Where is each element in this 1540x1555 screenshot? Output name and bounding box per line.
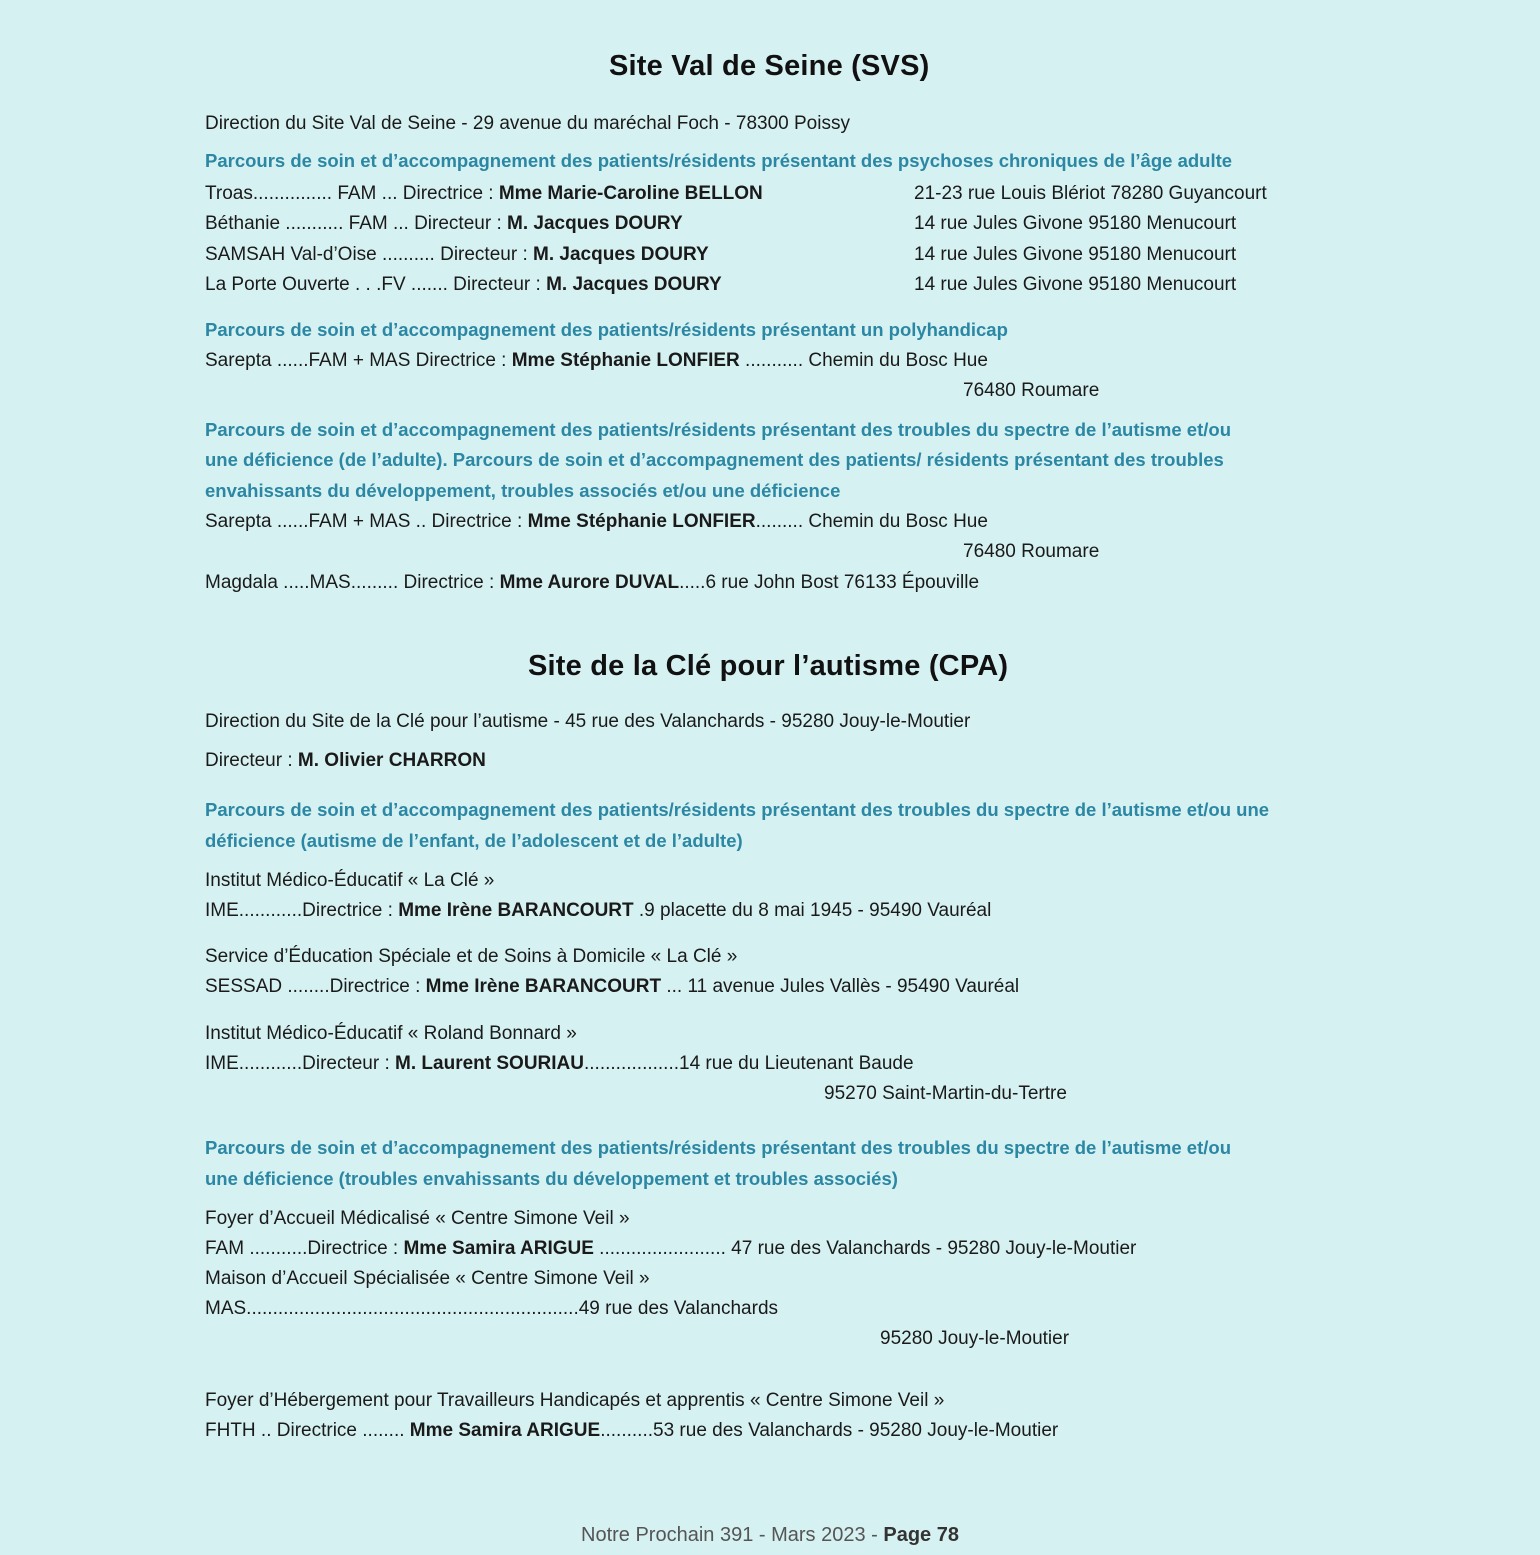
cpa-ime2-address2: 95270 Saint-Martin-du-Tertre bbox=[824, 1083, 1067, 1104]
cpa-sessad-title: Service d’Éducation Spéciale et de Soins à Domicile « La Clé » bbox=[205, 946, 738, 967]
svs-row-sarepta-1-address2: 76480 Roumare bbox=[963, 380, 1100, 401]
cpa-fam-row: FAM ...........Directrice : Mme Samira ARIGUE ........................ 47 rue des Valanchards - 95280 Jouy-le-Moutier bbox=[205, 1238, 1137, 1259]
cpa-mas-row: MAS...............................................................49 rue des Valanchards bbox=[205, 1298, 779, 1319]
svs-row-samsah: SAMSAH Val-d’Oise .......... Directeur : M. Jacques DOURY bbox=[205, 244, 709, 265]
cpa-section2-heading-line1: Parcours de soin et d’accompagnement des patients/résidents présentant des troubles du spectre de l’autisme et/ou bbox=[205, 1137, 1232, 1158]
page-footer bbox=[0, 1524, 1540, 1547]
svs-row-magdala: Magdala .....MAS......... Directrice : Mme Aurore DUVAL.....6 rue John Bost 76133 Épouville bbox=[205, 572, 980, 593]
svs-direction: Direction du Site Val de Seine - 29 avenue du maréchal Foch - 78300 Poissy bbox=[205, 113, 850, 134]
svs-section3-heading-line2: une déficience (de l’adulte). Parcours de soin et d’accompagnement des patients/ résidents présentant des troubles bbox=[205, 449, 1224, 470]
svs-section3-heading-line3: envahissants du développement, troubles associés et/ou une déficience bbox=[205, 480, 841, 501]
cpa-ime2-title: Institut Médico-Éducatif « Roland Bonnard » bbox=[205, 1023, 577, 1044]
cpa-ime1-row: IME............Directrice : Mme Irène BARANCOURT .9 placette du 8 mai 1945 - 95490 Vauréal bbox=[205, 900, 992, 921]
cpa-mas-address2: 95280 Jouy-le-Moutier bbox=[880, 1328, 1070, 1349]
svs-row-troas-address: 21-23 rue Louis Blériot 78280 Guyancourt bbox=[914, 183, 1267, 204]
cpa-director: Directeur : M. Olivier CHARRON bbox=[205, 750, 486, 771]
svs-section2-heading: Parcours de soin et d’accompagnement des patients/résidents présentant un polyhandicap bbox=[205, 319, 1008, 340]
svs-row-bethanie: Béthanie ........... FAM ... Directeur : M. Jacques DOURY bbox=[205, 213, 683, 234]
svs-row-sarepta-2-address2: 76480 Roumare bbox=[963, 541, 1100, 562]
svs-row-troas: Troas............... FAM ... Directrice : Mme Marie-Caroline BELLON bbox=[205, 183, 763, 204]
cpa-mas-title: Maison d’Accueil Spécialisée « Centre Simone Veil » bbox=[205, 1268, 650, 1289]
cpa-section2-heading-line2: une déficience (troubles envahissants du développement et troubles associés) bbox=[205, 1168, 898, 1189]
cpa-ime1-title: Institut Médico-Éducatif « La Clé » bbox=[205, 870, 495, 891]
cpa-section1-heading-line2: déficience (autisme de l’enfant, de l’adolescent et de l’adulte) bbox=[205, 830, 743, 851]
svs-row-porte-ouverte-address: 14 rue Jules Givone 95180 Menucourt bbox=[914, 274, 1237, 295]
svs-row-sarepta-1: Sarepta ......FAM + MAS Directrice : Mme Stéphanie LONFIER ........... Chemin du Bosc Hue bbox=[205, 350, 988, 371]
cpa-fhth-row: FHTH .. Directrice ........ Mme Samira ARIGUE..........53 rue des Valanchards - 95280 Jouy-le-Moutier bbox=[205, 1420, 1059, 1441]
svs-title: Site Val de Seine (SVS) bbox=[609, 50, 930, 82]
svs-row-sarepta-2: Sarepta ......FAM + MAS .. Directrice : Mme Stéphanie LONFIER......... Chemin du Bosc Hue bbox=[205, 511, 988, 532]
cpa-title: Site de la Clé pour l’autisme (CPA) bbox=[528, 650, 1009, 682]
svs-row-samsah-address: 14 rue Jules Givone 95180 Menucourt bbox=[914, 244, 1237, 265]
svs-section1-heading: Parcours de soin et d’accompagnement des patients/résidents présentant des psychoses chroniques de l’âge adulte bbox=[205, 150, 1233, 171]
cpa-fhth-title: Foyer d’Hébergement pour Travailleurs Handicapés et apprentis « Centre Simone Veil » bbox=[205, 1390, 945, 1411]
svs-section3-heading-line1: Parcours de soin et d’accompagnement des patients/résidents présentant des troubles du spectre de l’autisme et/ou bbox=[205, 419, 1232, 440]
cpa-ime2-row: IME............Directeur : M. Laurent SOURIAU..................14 rue du Lieutenant Baude bbox=[205, 1053, 914, 1074]
cpa-direction: Direction du Site de la Clé pour l’autisme - 45 rue des Valanchards - 95280 Jouy-le-Moutier bbox=[205, 711, 971, 732]
svs-row-bethanie-address: 14 rue Jules Givone 95180 Menucourt bbox=[914, 213, 1237, 234]
page-number: Page 78 bbox=[883, 1524, 959, 1546]
cpa-fam-title: Foyer d’Accueil Médicalisé « Centre Simone Veil » bbox=[205, 1208, 630, 1229]
footer-text: Notre Prochain 391 - Mars 2023 - bbox=[581, 1524, 884, 1546]
svs-row-porte-ouverte: La Porte Ouverte . . .FV ....... Directeur : M. Jacques DOURY bbox=[205, 274, 722, 295]
cpa-section1-heading-line1: Parcours de soin et d’accompagnement des patients/résidents présentant des troubles du spectre de l’autisme et/ou une bbox=[205, 799, 1270, 820]
cpa-sessad-row: SESSAD ........Directrice : Mme Irène BARANCOURT ... 11 avenue Jules Vallès - 95490 Vauréal bbox=[205, 976, 1020, 997]
